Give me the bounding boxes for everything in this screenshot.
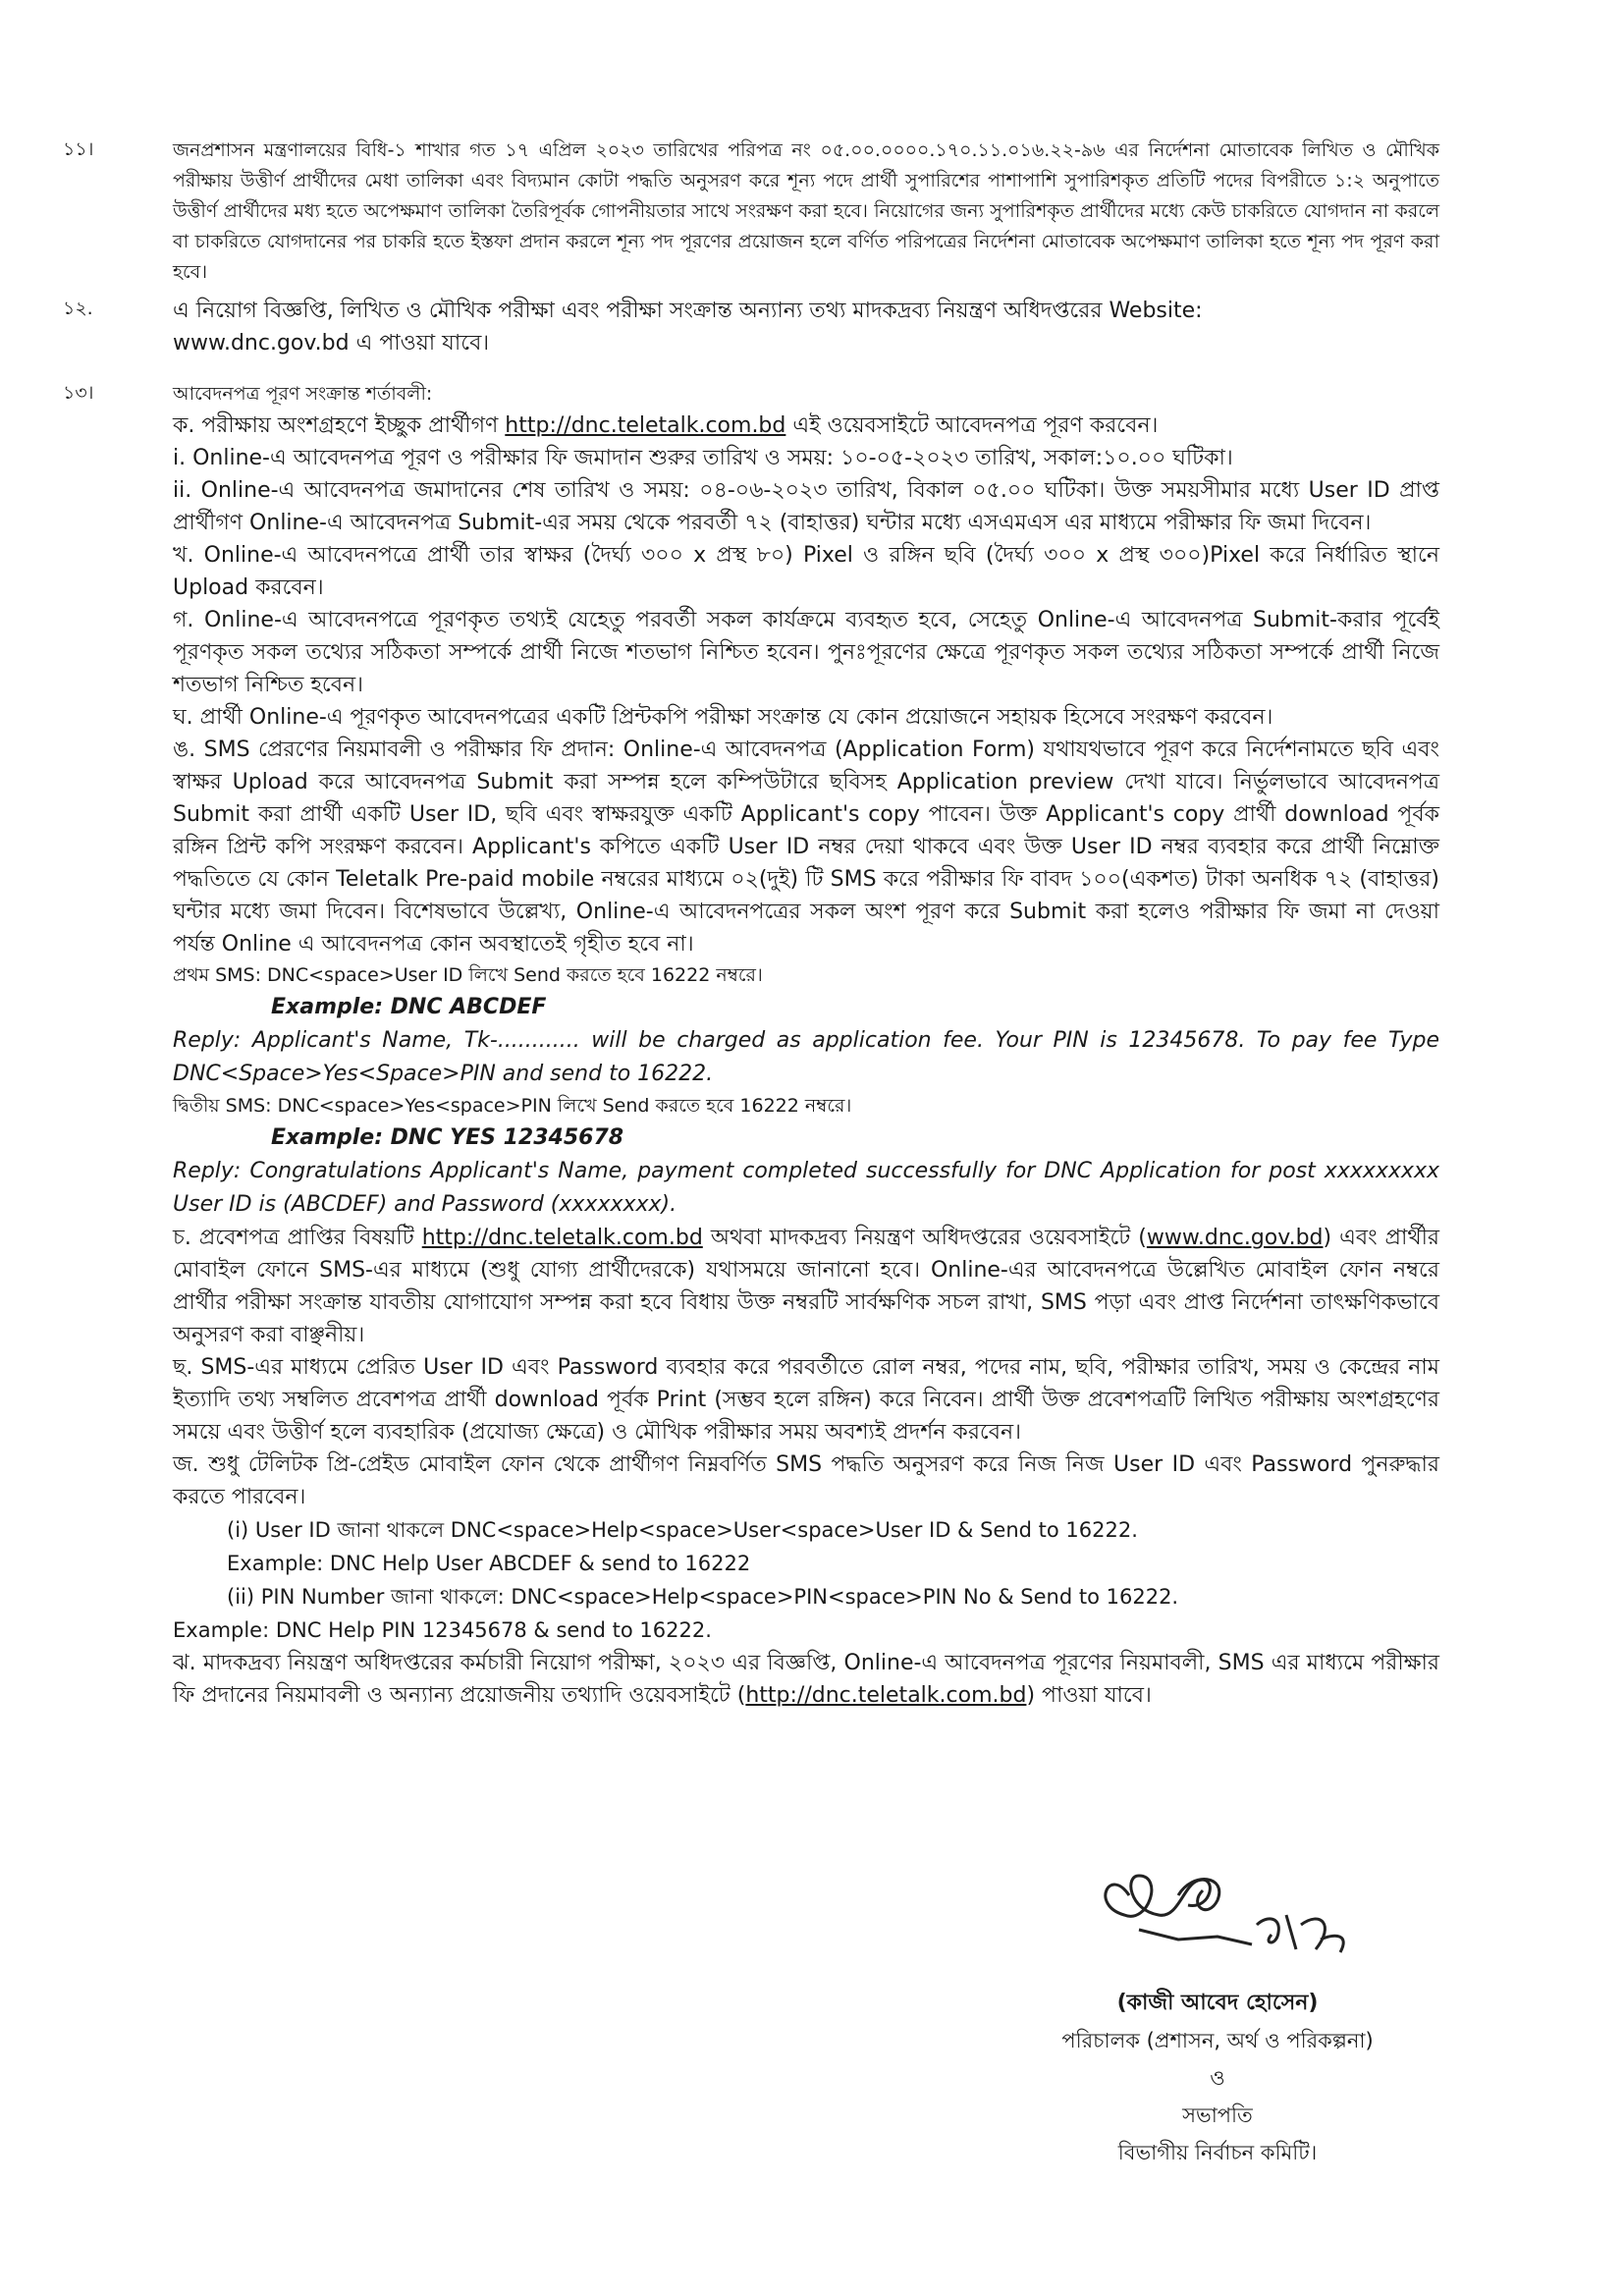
item-ii: ii. Online-এ আবেদনপত্র জমাদানের শেষ তারিখ ও সময়: ০৪-০৬-২০২৩ তারিখ, বিকাল ০৫.০০ ঘটিকা। উক্ত সময়সীমার মধ্যে User ID প্রাপ্ত প্রার্থীগণ Online-এ আবেদনপত্র Submit-এর সময় থেকে পরবর্তী ৭২ (বাহাত্তর) ঘন্টার মধ্যে এসএমএস এর মাধ্যমে পরীক্ষার ফি জমা দিবেন। bbox=[173, 478, 1439, 535]
section-heading: আবেদনপত্র পূরণ সংক্রান্ত শর্তাবলী: bbox=[173, 383, 433, 405]
example-one: Example: DNC ABCDEF bbox=[271, 995, 547, 1019]
committee-name: বিভাগীয় নির্বাচন কমিটি। bbox=[1117, 2141, 1318, 2164]
item-uma: ঙ. SMS প্রেরণের নিয়মাবলী ও পরীক্ষার ফি প্রদান: Online-এ আবেদনপত্র (Application Form) যথাযথভাবে পূরণ করে নির্দেশনামতে ছবি এবং স্বাক্ষর Upload করে আবেদনপত্র Submit করা সম্পন্ন হলে কম্পিউটারে ছবিসহ Application preview দেখা যাবে। নির্ভুলভাবে আবেদনপত্র Submit করা প্রার্থী একটি User ID, ছবি এবং স্বাক্ষরযুক্ত একটি Applicant's copy পাবেন। উক্ত Applicant's copy প্রার্থী download পূর্বক রঙ্গিন প্রিন্ট কপি সংরক্ষণ করবেন। Applicant's কপিতে একটি User ID নম্বর দেয়া থাকবে এবং উক্ত User ID নম্বর ব্যবহার করে প্রার্থী নিম্নোক্ত পদ্ধতিতে যে কোন Teletalk Pre-paid mobile নম্বরের মাধ্যমে ০২(দুই) টি SMS করে পরীক্ষার ফি বাবদ ১০০(একশত) টাকা অনধিক ৭২ (বাহাত্তর) ঘন্টার মধ্যে জমা দিবেন। বিশেষভাবে উল্লেখ্য, Online-এ আবেদনপত্রের সকল অংশ পূরণ করে Submit করা হলেও পরীক্ষার ফি জমা না দেওয়া পর্যন্ত Online এ আবেদনপত্র কোন অবস্থাতেই গৃহীত হবে না। bbox=[173, 738, 1439, 957]
text-part: অথবা মাদকদ্রব্য নিয়ন্ত্রণ অধিদপ্তরের ওয়েবসাইটে ( bbox=[710, 1226, 1147, 1250]
text-part: চ. প্রবেশপত্র প্রাপ্তির বিষয়টি bbox=[173, 1226, 414, 1250]
reply-one: Reply: Applicant's Name, Tk-............ will be charged as application fee. Your PIN is 12345678. To pay fee Type DNC<Space>Yes<Space>PIN and send to 16222. bbox=[173, 1028, 1439, 1086]
item-chha: ছ. SMS-এর মাধ্যমে প্রেরিত User ID এবং Password ব্যবহার করে পরবর্তীতে রোল নম্বর, পদের নাম, ছবি, পরীক্ষার তারিখ, সময় ও কেন্দ্রের নাম ইত্যাদি তথ্য সম্বলিত প্রবেশপত্র প্রার্থী download পূর্বক Print (সম্ভব হলে রঙ্গিন) করে নিবেন। প্রার্থী উক্ত প্রবেশপত্রটি লিখিত পরীক্ষায় অংশগ্রহণের সময়ে এবং উত্তীর্ণ হলে ব্যবহারিক (প্রযোজ্য ক্ষেত্রে) ও মৌখিক পরীক্ষার সময় অবশ্যই প্রদর্শন করবেন। bbox=[173, 1355, 1439, 1445]
section-number: ১৩। bbox=[63, 382, 94, 404]
item-cha bbox=[173, 1222, 1439, 1351]
item-gha: ঘ. প্রার্থী Online-এ পূরণকৃত আবেদনপত্রের একটি প্রিন্টকপি পরীক্ষা সংক্রান্ত যে কোন প্রয়োজনে সহায়ক হিসেবে সংরক্ষণ করবেন। bbox=[173, 705, 1273, 730]
recovery-pin-example: Example: DNC Help PIN 12345678 & send to 16222. bbox=[173, 1618, 712, 1642]
text-part: এই ওয়েবসাইটে আবেদনপত্র পূরণ করবেন। bbox=[792, 413, 1159, 438]
sms-first: প্রথম SMS: DNC<space>User ID লিখে Send করতে হবে 16222 নম্বরে। bbox=[173, 964, 763, 986]
text-part: এ নিয়োগ বিজ্ঞপ্তি, লিখিত ও মৌখিক পরীক্ষা এবং পরীক্ষা সংক্রান্ত অন্যান্য তথ্য মাদকদ্রব্য নিয়ন্ত্রণ অধিদপ্তরের Website: bbox=[173, 299, 1203, 323]
signatory-name: (কাজী আবেদ হোসেন) bbox=[1116, 1991, 1319, 2015]
section-number: ১১। bbox=[63, 138, 94, 160]
dnc-link[interactable]: www.dnc.gov.bd bbox=[1146, 1226, 1324, 1250]
recovery-user-id: (i) User ID জানা থাকলে DNC<space>Help<space>User<space>User ID & Send to 16222. bbox=[227, 1518, 1138, 1542]
section-number: ১২. bbox=[63, 298, 93, 319]
example-two: Example: DNC YES 12345678 bbox=[271, 1125, 624, 1150]
item-kha: খ. Online-এ আবেদনপত্রে প্রার্থী তার স্বাক্ষর (দৈর্ঘ্য ৩০০ x প্রস্থ ৮০) Pixel ও রঙ্গিন ছবি (দৈর্ঘ্য ৩০০ x প্রস্থ ৩০০)Pixel করে নির্ধারিত স্থানে Upload করবেন। bbox=[173, 543, 1439, 600]
text-part: ঝ. মাদকদ্রব্য নিয়ন্ত্রণ অধিদপ্তরের কর্মচারী নিয়োগ পরীক্ষা, ২০২৩ এর বিজ্ঞপ্তি, Online-এ আবেদনপত্র পূরণের নিয়মাবলী, SMS এর মাধ্যমে পরীক্ষার ফি প্রদানের নিয়মাবলী ও অন্যান্য প্রয়োজনীয় তথ্যাদি ওয়েবসাইটে ( bbox=[173, 1651, 1439, 1708]
reply-two: Reply: Congratulations Applicant's Name, payment completed successfully for DNC Application for post xxxxxxxxx User ID is (ABCDEF) and Password (xxxxxxxx). bbox=[173, 1159, 1439, 1217]
text-part: ) এবং প্রার্থীর মোবাইল ফোনে SMS-এর মাধ্যমে (শুধু যোগ্য প্রার্থীদেরকে) যথাসময়ে জানানো হবে। Online-এর আবেদনপত্রে উল্লেখিত মোবাইল ফোন নম্বরে প্রার্থীর পরীক্ষা সংক্রান্ত যাবতীয় যোগাযোগ সম্পন্ন করা হবে বিধায় উক্ত নম্বরটি সার্বক্ষণিক সচল রাখা, SMS পড়া এবং প্রাপ্ত নির্দেশনা তাৎক্ষণিকভাবে অনুসরণ করা বাঞ্ছনীয়। bbox=[173, 1226, 1439, 1347]
section-13 bbox=[63, 379, 1439, 1712]
text-part: ক. পরীক্ষায় অংশগ্রহণে ইচ্ছুক প্রার্থীগণ bbox=[173, 413, 499, 438]
signature-block bbox=[1011, 1856, 1424, 2171]
handwritten-signature-icon bbox=[1070, 1856, 1365, 1974]
text-part: www.dnc.gov.bd এ পাওয়া যাবে। bbox=[173, 331, 490, 355]
item-ga: গ. Online-এ আবেদনপত্রে পূরণকৃত তথ্যই যেহেতু পরবর্তী সকল কার্যক্রমে ব্যবহৃত হবে, সেহেতু Online-এ আবেদনপত্র Submit-করার পূর্বেই পূরণকৃত সকল তথ্যের সঠিকতা সম্পর্কে প্রার্থী নিজে শতভাগ নিশ্চিত হবেন। পুনঃপূরণের ক্ষেত্রে পূরণকৃত সকল তথ্যের সঠিকতা সম্পর্কে প্রার্থী নিজে শতভাগ নিশ্চিত হবেন। bbox=[173, 608, 1439, 697]
text-part: ) পাওয়া যাবে। bbox=[1026, 1683, 1152, 1708]
section-text bbox=[173, 295, 1439, 359]
item-ja: জ. শুধু টেলিটক প্রি-প্রেইড মোবাইল ফোন থেকে প্রার্থীগণ নিম্নবর্ণিত SMS পদ্ধতি অনুসরণ করে নিজ নিজ User ID এবং Password পুনরুদ্ধার করতে পারবেন। bbox=[173, 1452, 1439, 1509]
signatory-designation: পরিচালক (প্রশাসন, অর্থ ও পরিকল্পনা) bbox=[1061, 2029, 1374, 2052]
section-11 bbox=[63, 136, 1439, 288]
recovery-pin: (ii) PIN Number জানা থাকলে: DNC<space>Help<space>PIN<space>PIN No & Send to 16222. bbox=[227, 1585, 1179, 1609]
teletalk-link[interactable]: http://dnc.teletalk.com.bd bbox=[421, 1226, 703, 1250]
teletalk-link[interactable]: http://dnc.teletalk.com.bd bbox=[505, 413, 786, 438]
section-12 bbox=[63, 295, 1439, 359]
section-text: জনপ্রশাসন মন্ত্রণালয়ের বিধি-১ শাখার গত ১৭ এপ্রিল ২০২৩ তারিখের পরিপত্র নং ০৫.০০.০০০০.১৭০.১১.০১৬.২২-৯৬ এর নির্দেশনা মোতাবেক লিখিত ও মৌখিক পরীক্ষায় উত্তীর্ণ প্রার্থীদের মেধা তালিকা এবং বিদ্যমান কোটা পদ্ধতি অনুসরণ করে শূন্য পদে প্রার্থী সুপারিশের পাশাপাশি সুপারিশকৃত প্রতিটি পদের বিপরীতে ১:২ অনুপাতে উত্তীর্ণ প্রার্থীদের মধ্য হতে অপেক্ষমাণ তালিকা তৈরিপূর্বক গোপনীয়তার সাথে সংরক্ষণ করা হবে। নিয়োগের জন্য সুপারিশকৃত প্রার্থীদের মধ্যে কেউ চাকরিতে যোগদান না করলে বা চাকরিতে যোগদানের পর চাকরি হতে ইস্তফা প্রদান করলে শূন্য পদ পূরণের প্রয়োজন হলে বর্ণিত পরিপত্রের নির্দেশনা মোতাবেক অপেক্ষমাণ তালিকা হতে শূন্য পদ পূরণ করা হবে। bbox=[173, 139, 1439, 283]
signatory-role: সভাপতি bbox=[1182, 2104, 1253, 2127]
sms-second: দ্বিতীয় SMS: DNC<space>Yes<space>PIN লিখে Send করতে হবে 16222 নম্বরে। bbox=[173, 1095, 852, 1117]
teletalk-link[interactable]: http://dnc.teletalk.com.bd bbox=[745, 1683, 1027, 1708]
recovery-user-id-example: Example: DNC Help User ABCDEF & send to 16222 bbox=[227, 1552, 751, 1575]
item-i: i. Online-এ আবেদনপত্র পূরণ ও পরীক্ষার ফি জমাদান শুরুর তারিখ ও সময়: ১০-০৫-২০২৩ তারিখ, সকাল:১০.০০ ঘটিকা। bbox=[173, 446, 1233, 470]
item-ka bbox=[173, 410, 1439, 442]
conjunction: ও bbox=[1210, 2066, 1225, 2090]
item-jha bbox=[173, 1647, 1439, 1712]
